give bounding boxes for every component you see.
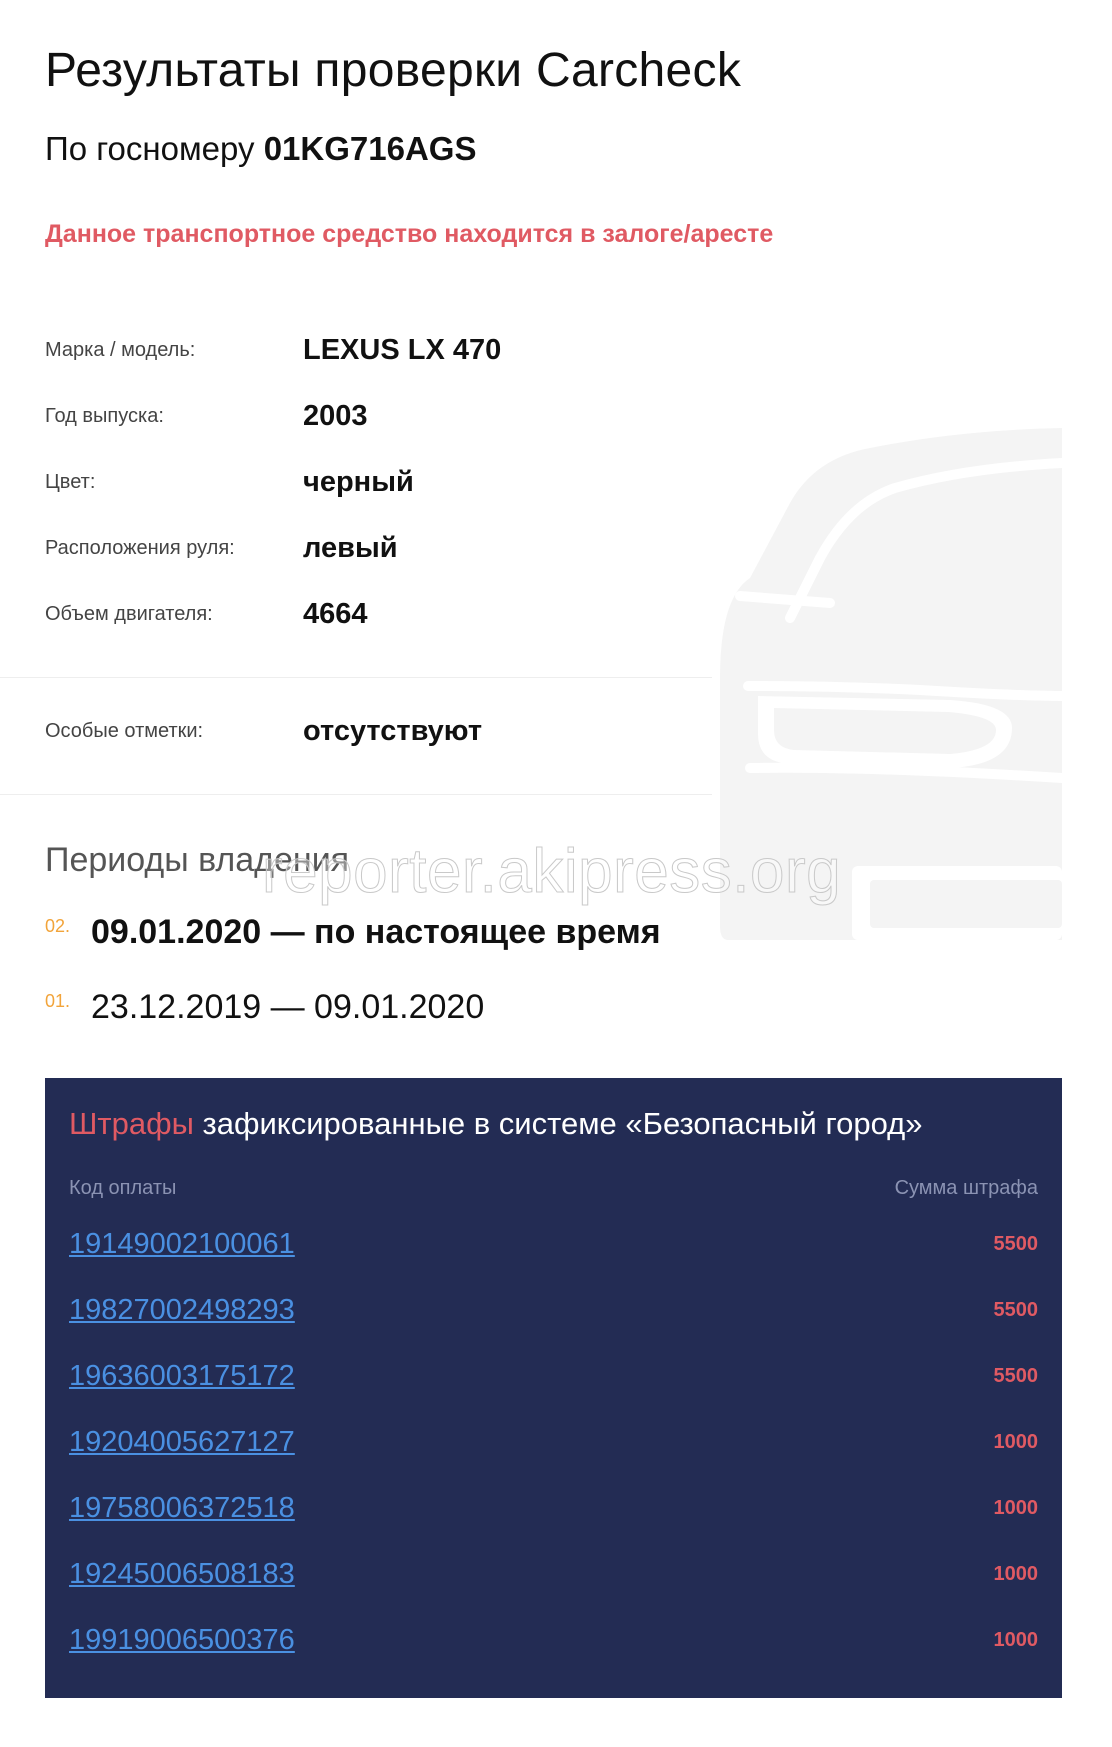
fines-panel: [45, 1078, 1062, 1698]
subtitle-prefix: По госномеру: [45, 130, 264, 167]
fine-amount: 1000: [993, 1629, 1038, 1651]
fine-row: [69, 1620, 1038, 1660]
spec-value-color: черный: [303, 465, 414, 498]
spec-row-model: [45, 330, 501, 370]
spec-value-year: 2003: [303, 399, 368, 432]
ownership-period-previous: [45, 987, 484, 1027]
ownership-period-current: [45, 912, 661, 952]
divider: [0, 677, 712, 678]
fine-payment-code-link[interactable]: 19204005627127: [69, 1426, 295, 1458]
spec-label-special-marks: Особые отметки:: [45, 719, 204, 742]
fine-row: [69, 1224, 1038, 1264]
fine-payment-code-link[interactable]: 19758006372518: [69, 1492, 295, 1524]
pledge-warning: Данное транспортное средство находится в залоге/аресте: [45, 220, 774, 248]
fine-amount: 1000: [993, 1563, 1038, 1585]
spec-row-engine: [45, 594, 368, 634]
fines-title: [69, 1104, 922, 1144]
fine-payment-code-link[interactable]: 19245006508183: [69, 1558, 295, 1590]
fine-row: [69, 1488, 1038, 1528]
spec-label-engine: Объем двигателя:: [45, 602, 213, 625]
spec-row-steering: [45, 528, 398, 568]
fine-amount: 1000: [993, 1431, 1038, 1453]
fine-row: [69, 1356, 1038, 1396]
fine-amount: 1000: [993, 1497, 1038, 1519]
spec-label-model: Марка / модель:: [45, 338, 196, 361]
plate-number: 01KG716AGS: [263, 130, 477, 167]
spec-row-color: [45, 462, 414, 502]
page-title: Результаты проверки Carcheck: [45, 44, 742, 97]
spec-value-model: LEXUS LX 470: [303, 333, 502, 366]
spec-row-year: [45, 396, 368, 436]
watermark: reporter.akipress.org: [262, 837, 842, 906]
fine-amount: 5500: [993, 1299, 1038, 1321]
fines-title-rest: зафиксированные в системе «Безопасный город»: [193, 1106, 923, 1141]
spec-label-color: Цвет:: [45, 470, 96, 493]
plate-subtitle: [45, 128, 476, 170]
fine-payment-code-link[interactable]: 19636003175172: [69, 1360, 295, 1392]
fine-payment-code-link[interactable]: 19827002498293: [69, 1294, 295, 1326]
period-dates: 23.12.2019 — 09.01.2020: [91, 988, 485, 1026]
spec-value-special-marks: отсутствуют: [303, 714, 483, 747]
spec-label-steering: Расположения руля:: [45, 536, 235, 559]
fines-title-accent: Штрафы: [69, 1106, 194, 1141]
period-number: 01.: [45, 991, 71, 1011]
spec-value-engine: 4664: [303, 597, 368, 630]
fine-row: [69, 1290, 1038, 1330]
spec-value-steering: левый: [303, 531, 398, 564]
fine-row: [69, 1422, 1038, 1462]
ownership-title: Периоды владения: [45, 841, 350, 879]
fine-payment-code-link[interactable]: 19149002100061: [69, 1228, 295, 1260]
period-number: 02.: [45, 916, 71, 936]
column-header-amount: Сумма штрафа: [894, 1177, 1038, 1199]
fine-amount: 5500: [993, 1365, 1038, 1387]
fine-amount: 5500: [993, 1233, 1038, 1255]
spec-label-year: Год выпуска:: [45, 404, 164, 427]
period-dates: 09.01.2020 — по настоящее время: [91, 913, 661, 951]
spec-row-special-marks: [45, 711, 482, 751]
column-header-code: Код оплаты: [69, 1177, 177, 1199]
divider: [0, 794, 712, 795]
fine-row: [69, 1554, 1038, 1594]
fine-payment-code-link[interactable]: 19919006500376: [69, 1624, 295, 1656]
